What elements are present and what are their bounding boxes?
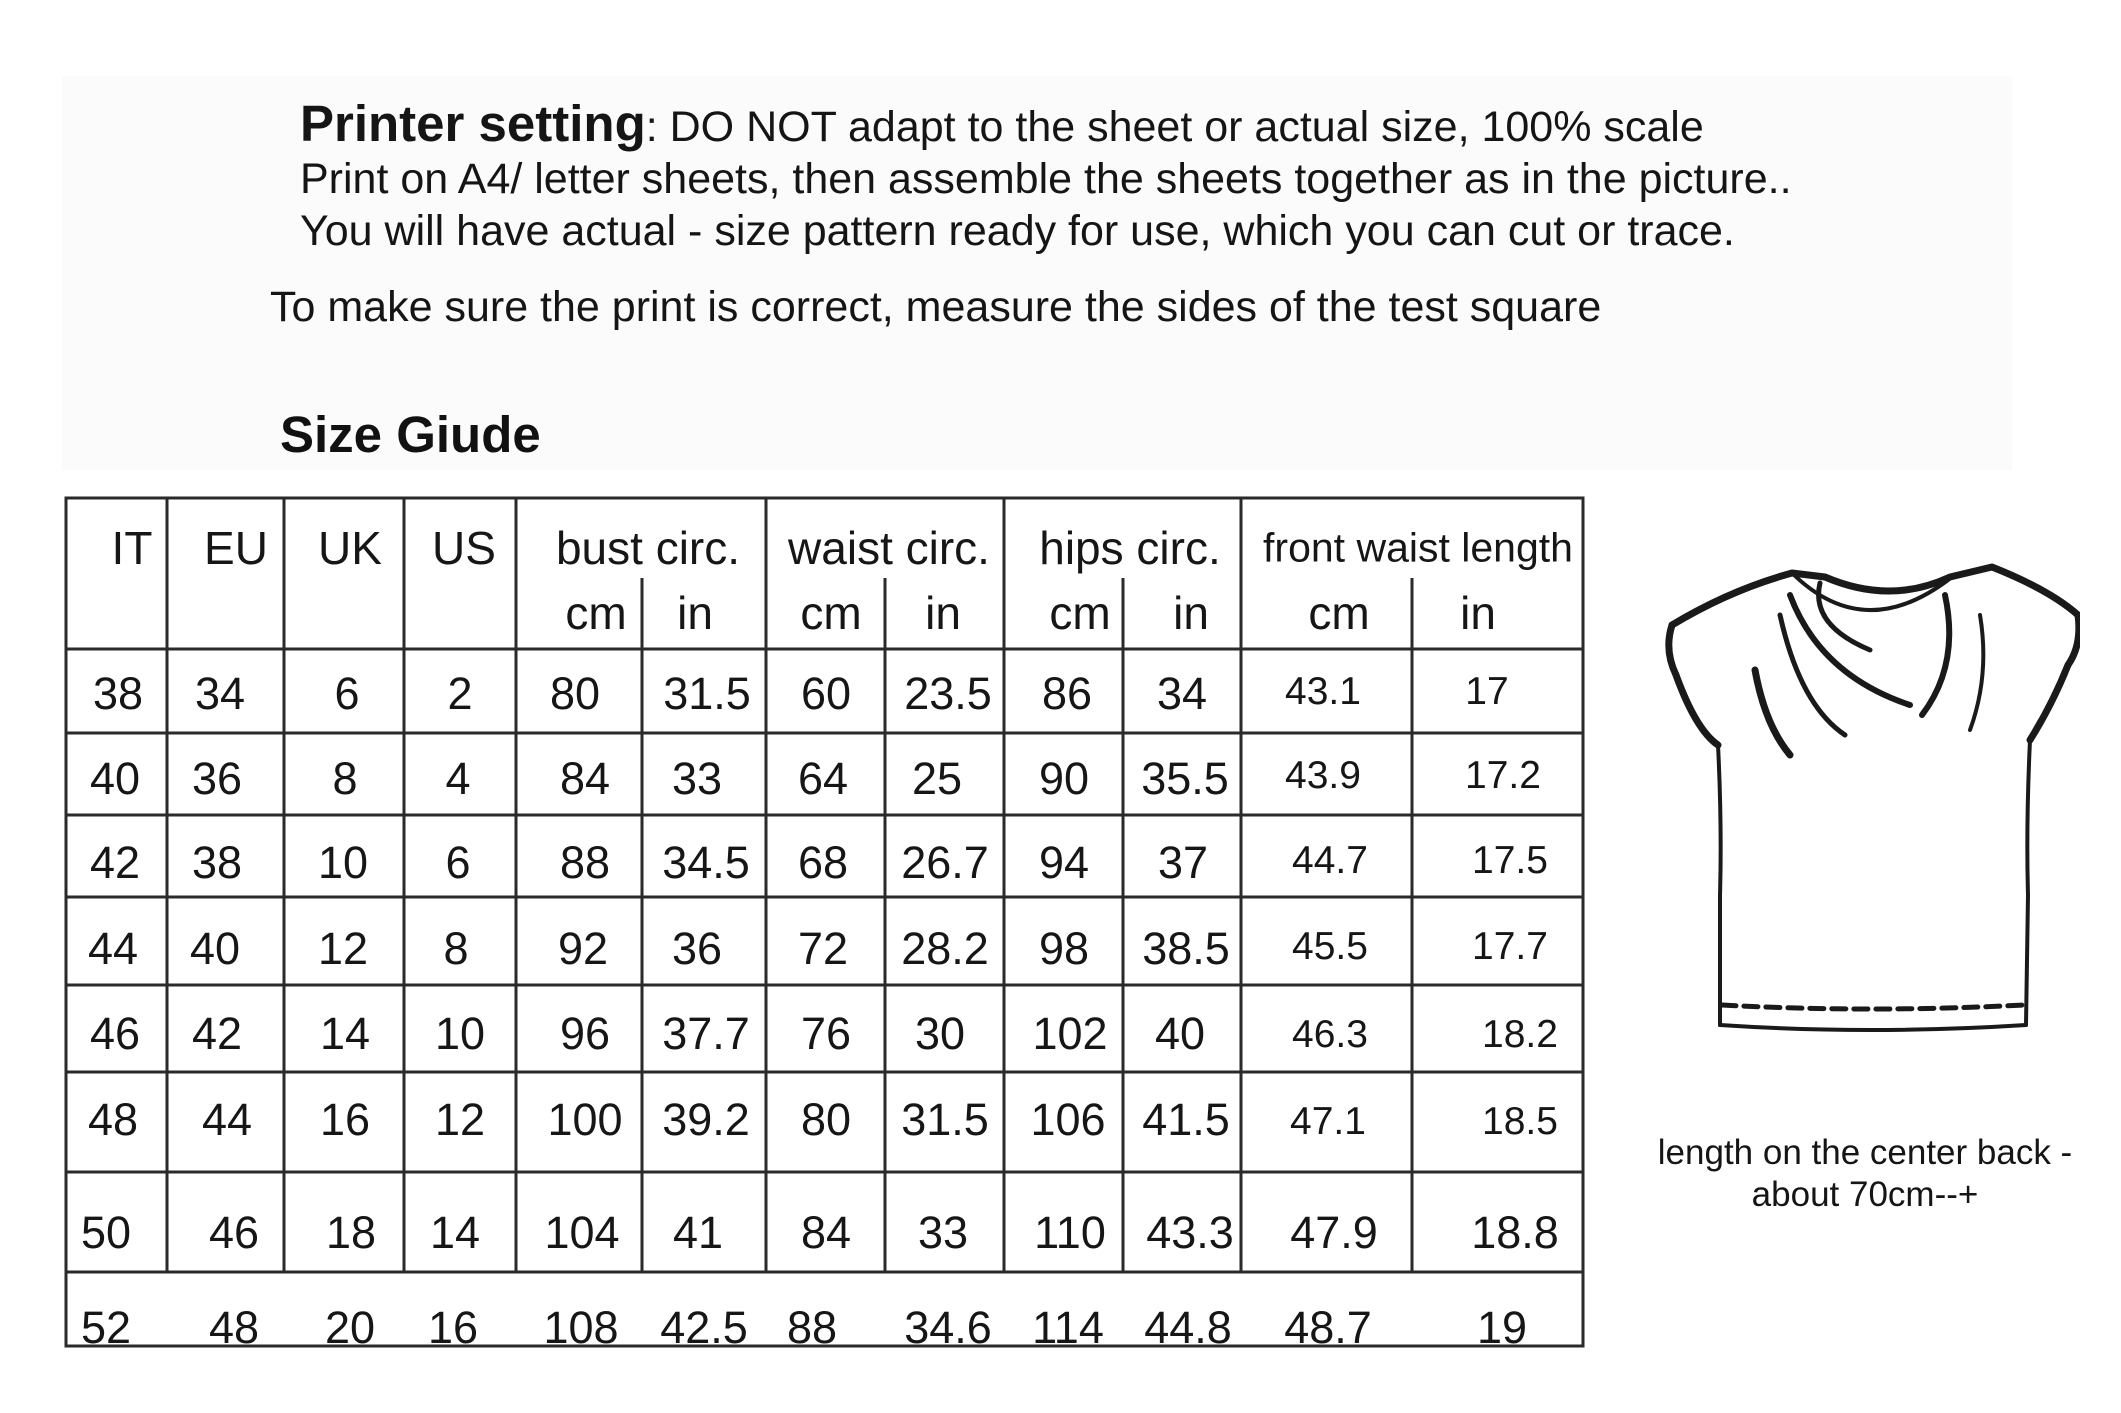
header-hips: hips circ. <box>1039 522 1221 574</box>
cell-hips-in: 38.5 <box>1142 923 1230 974</box>
cell-waist-in: 34.6 <box>904 1302 992 1353</box>
cell-bust-cm: 96 <box>559 1008 611 1059</box>
cell-waist-in: 33 <box>917 1207 969 1258</box>
cell-length-in: 17 <box>1465 670 1509 713</box>
instruction-line-1-rest: : DO NOT adapt to the sheet or actual size, 100% scale <box>645 103 1704 151</box>
cell-uk: 12 <box>317 923 369 974</box>
unit-hips-cm: cm <box>1049 587 1111 639</box>
cell-hips-in: 34 <box>1156 668 1208 719</box>
cell-waist-in: 23.5 <box>904 668 992 719</box>
cell-waist-cm: 68 <box>797 837 849 888</box>
header-bust: bust circ. <box>555 522 741 574</box>
cell-hips-in: 44.8 <box>1144 1302 1232 1353</box>
cell-hips-in: 35.5 <box>1141 753 1229 804</box>
cell-waist-in: 28.2 <box>901 923 989 974</box>
cell-length-cm: 47.1 <box>1290 1100 1366 1143</box>
cell-hips-in: 40 <box>1154 1008 1206 1059</box>
cell-length-cm: 48.7 <box>1284 1302 1372 1353</box>
unit-length-in: in <box>1460 587 1496 639</box>
cell-eu: 34 <box>194 668 246 719</box>
cell-bust-cm: 80 <box>549 668 601 719</box>
unit-bust-in: in <box>677 587 713 639</box>
size-guide-title: Size Giude <box>280 406 541 463</box>
cell-length-in: 18.5 <box>1482 1100 1558 1143</box>
cell-waist-cm: 80 <box>800 1094 852 1145</box>
cell-us: 10 <box>434 1008 486 1059</box>
cell-waist-cm: 64 <box>797 753 849 804</box>
cell-hips-cm: 102 <box>1032 1008 1108 1059</box>
cell-length-cm: 43.9 <box>1285 754 1361 797</box>
cell-us: 2 <box>447 668 473 719</box>
cell-bust-cm: 100 <box>547 1094 623 1145</box>
cell-bust-in: 39.2 <box>662 1094 750 1145</box>
cell-bust-in: 42.5 <box>660 1302 748 1353</box>
unit-waist-cm: cm <box>800 587 862 639</box>
cell-bust-cm: 104 <box>544 1207 620 1258</box>
cell-length-in: 18.8 <box>1471 1207 1559 1258</box>
test-square-note: To make sure the print is correct, measure the sides of the test square <box>270 283 1602 331</box>
cell-us: 6 <box>445 837 471 888</box>
cell-length-in: 18.2 <box>1482 1013 1558 1056</box>
cell-bust-in: 33 <box>671 753 723 804</box>
instruction-line-3: You will have actual - size pattern ready for use, which you can cut or trace. <box>300 207 1735 255</box>
cell-it: 38 <box>92 668 144 719</box>
cell-bust-in: 34.5 <box>662 837 750 888</box>
cell-eu: 36 <box>191 753 243 804</box>
cell-length-cm: 43.1 <box>1285 670 1361 713</box>
cell-uk: 20 <box>324 1302 376 1353</box>
cell-uk: 18 <box>325 1207 377 1258</box>
cell-it: 42 <box>89 837 141 888</box>
cell-eu: 46 <box>208 1207 260 1258</box>
unit-length-cm: cm <box>1308 587 1370 639</box>
cell-us: 8 <box>443 923 469 974</box>
header-front-waist-length: front waist length <box>1263 524 1573 571</box>
printer-setting-heading: Printer setting <box>300 95 646 152</box>
unit-waist-in: in <box>925 587 961 639</box>
cell-length-cm: 44.7 <box>1292 839 1368 882</box>
cell-length-in: 17.7 <box>1472 925 1548 968</box>
cell-hips-cm: 106 <box>1030 1094 1106 1145</box>
cell-waist-cm: 72 <box>797 923 849 974</box>
cell-hips-in: 43.3 <box>1146 1207 1234 1258</box>
cell-it: 40 <box>89 753 141 804</box>
cell-length-cm: 45.5 <box>1292 925 1368 968</box>
cell-bust-cm: 88 <box>559 837 611 888</box>
cell-hips-cm: 114 <box>1032 1302 1104 1353</box>
header-eu: EU <box>204 522 268 574</box>
unit-hips-in: in <box>1173 587 1209 639</box>
cell-it: 46 <box>89 1008 141 1059</box>
cell-uk: 14 <box>319 1008 371 1059</box>
header-uk: UK <box>318 522 382 574</box>
cell-bust-in: 37.7 <box>662 1008 750 1059</box>
cell-waist-cm: 84 <box>800 1207 852 1258</box>
cell-it: 44 <box>87 923 139 974</box>
unit-bust-cm: cm <box>565 587 627 639</box>
cell-length-cm: 47.9 <box>1290 1207 1378 1258</box>
cell-hips-cm: 98 <box>1038 923 1090 974</box>
printer-instructions <box>300 95 1792 257</box>
cell-bust-cm: 84 <box>559 753 611 804</box>
instruction-line-2: Print on A4/ letter sheets, then assemble the sheets together as in the picture.. <box>300 155 1792 203</box>
length-caption <box>1630 1132 2100 1216</box>
cell-it: 52 <box>80 1302 132 1353</box>
cell-eu: 42 <box>191 1008 243 1059</box>
cell-eu: 40 <box>189 923 241 974</box>
cell-uk: 8 <box>332 753 358 804</box>
cell-uk: 10 <box>317 837 369 888</box>
shirt-sketch-icon <box>1660 555 2080 1055</box>
cell-us: 14 <box>429 1207 481 1258</box>
caption-line-2: about 70cm--+ <box>1751 1175 1979 1214</box>
cell-waist-cm: 88 <box>786 1302 838 1353</box>
cell-waist-cm: 60 <box>800 668 852 719</box>
cell-hips-in: 41.5 <box>1142 1094 1230 1145</box>
cell-us: 12 <box>434 1094 486 1145</box>
cell-waist-in: 30 <box>914 1008 966 1059</box>
cell-eu: 38 <box>191 837 243 888</box>
header-waist: waist circ. <box>788 522 990 574</box>
cell-uk: 16 <box>319 1094 371 1145</box>
cell-waist-in: 25 <box>911 753 963 804</box>
caption-line-1: length on the center back - <box>1657 1133 2073 1172</box>
cell-eu: 48 <box>208 1302 260 1353</box>
cell-hips-cm: 90 <box>1038 753 1090 804</box>
cell-bust-cm: 92 <box>557 923 609 974</box>
cell-bust-in: 41 <box>672 1207 724 1258</box>
cell-hips-in: 37 <box>1157 837 1209 888</box>
cell-bust-cm: 108 <box>543 1302 619 1353</box>
cell-hips-cm: 86 <box>1041 668 1093 719</box>
cell-waist-in: 26.7 <box>901 837 989 888</box>
cell-it: 48 <box>87 1094 139 1145</box>
cell-bust-in: 36 <box>671 923 723 974</box>
header-us: US <box>432 522 496 574</box>
cell-hips-cm: 94 <box>1038 837 1090 888</box>
header-it: IT <box>111 522 153 574</box>
cell-hips-cm: 110 <box>1034 1207 1106 1258</box>
cell-bust-in: 31.5 <box>663 668 751 719</box>
instruction-line-1 <box>300 95 1792 153</box>
cell-length-in: 17.2 <box>1465 754 1541 797</box>
cell-length-in: 17.5 <box>1472 839 1548 882</box>
cell-length-in: 19 <box>1476 1302 1528 1353</box>
cell-waist-in: 31.5 <box>901 1094 989 1145</box>
cell-uk: 6 <box>334 668 360 719</box>
cell-it: 50 <box>80 1207 132 1258</box>
cell-us: 16 <box>427 1302 479 1353</box>
cell-length-cm: 46.3 <box>1292 1013 1368 1056</box>
cell-eu: 44 <box>201 1094 253 1145</box>
cell-us: 4 <box>445 753 471 804</box>
cell-waist-cm: 76 <box>800 1008 852 1059</box>
